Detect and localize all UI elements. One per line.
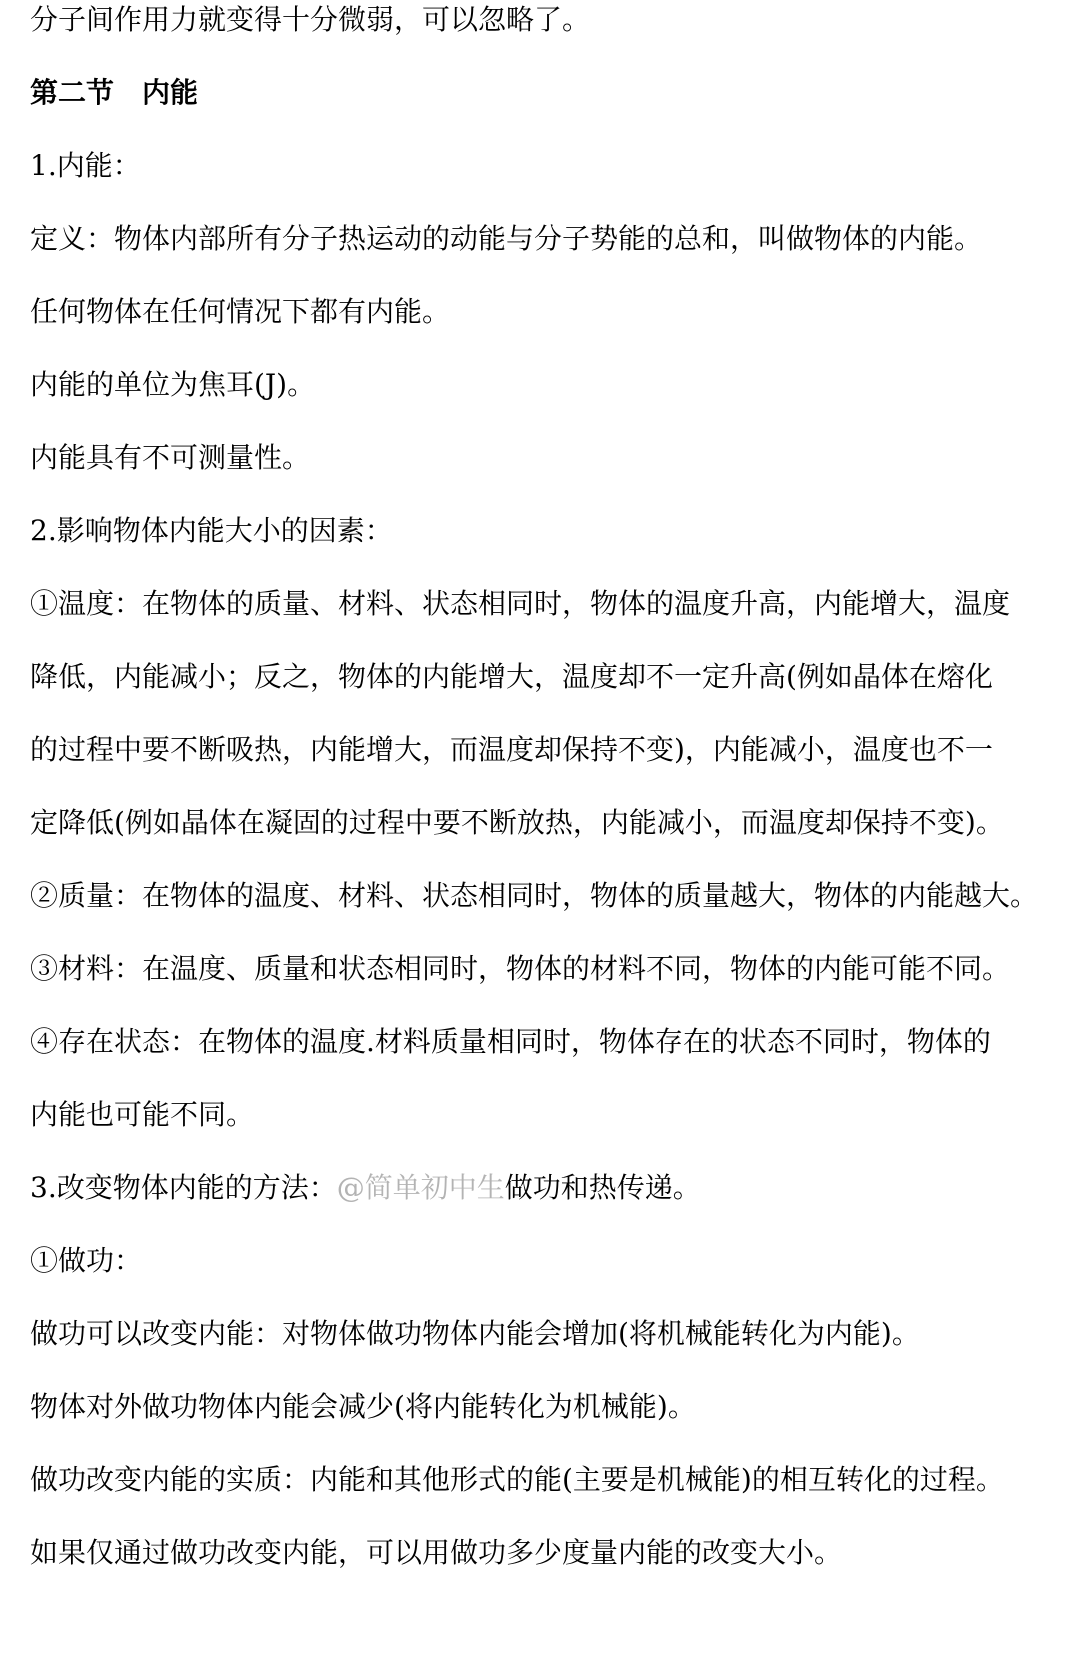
factor-temperature-2: 降低，内能减小；反之，物体的内能增大，温度却不一定升高(例如晶体在熔化 [30,660,993,693]
line-5: 任何物体在任何情况下都有内能。 [30,295,451,328]
watermark: @简单初中生 [336,1171,505,1204]
definition-line: 定义：物体内部所有分子热运动的动能与分子势能的总和，叫做物体的内能。 [30,222,983,255]
methods-text: 做功和热传递。 [504,1171,701,1204]
unit-line: 内能的单位为焦耳(J)。 [30,368,316,401]
methods-label: 3.改变物体内能的方法： [30,1171,337,1204]
subheading-factors: 2.影响物体内能大小的因素： [30,514,393,547]
line-7: 内能具有不可测量性。 [30,441,311,474]
work-line-2: 物体对外做功物体内能会减少(将内能转化为机械能)。 [30,1390,696,1423]
factor-state-1: ④存在状态：在物体的温度.材料质量相同时，物体存在的状态不同时，物体的 [30,1025,991,1058]
factor-temperature-3: 的过程中要不断吸热，内能增大，而温度却保持不变)，内能减小，温度也不一 [30,733,993,766]
factor-state-2: 内能也可能不同。 [30,1098,255,1131]
work-line-3: 做功改变内能的实质：内能和其他形式的能(主要是机械能)的相互转化的过程。 [30,1463,1004,1496]
work-line-1: 做功可以改变内能：对物体做功物体内能会增加(将机械能转化为内能)。 [30,1317,920,1350]
line-1: 分子间作用力就变得十分微弱，可以忽略了。 [30,3,591,36]
work-line-4: 如果仅通过做功改变内能，可以用做功多少度量内能的改变大小。 [30,1536,843,1569]
factor-temperature-4: 定降低(例如晶体在凝固的过程中要不断放热，内能减小，而温度却保持不变)。 [30,806,1004,839]
work-heading: ①做功： [30,1244,143,1277]
factor-mass: ②质量：在物体的温度、材料、状态相同时，物体的质量越大，物体的内能越大。 [30,879,1039,912]
subheading-internal-energy: 1.内能： [30,149,141,182]
factor-material: ③材料：在温度、质量和状态相同时，物体的材料不同，物体的内能可能不同。 [30,952,1011,985]
subheading-methods [30,1170,701,1206]
section-heading: 第二节 内能 [30,76,199,109]
factor-temperature-1: ①温度：在物体的质量、材料、状态相同时，物体的温度升高，内能增大，温度 [30,587,1011,620]
